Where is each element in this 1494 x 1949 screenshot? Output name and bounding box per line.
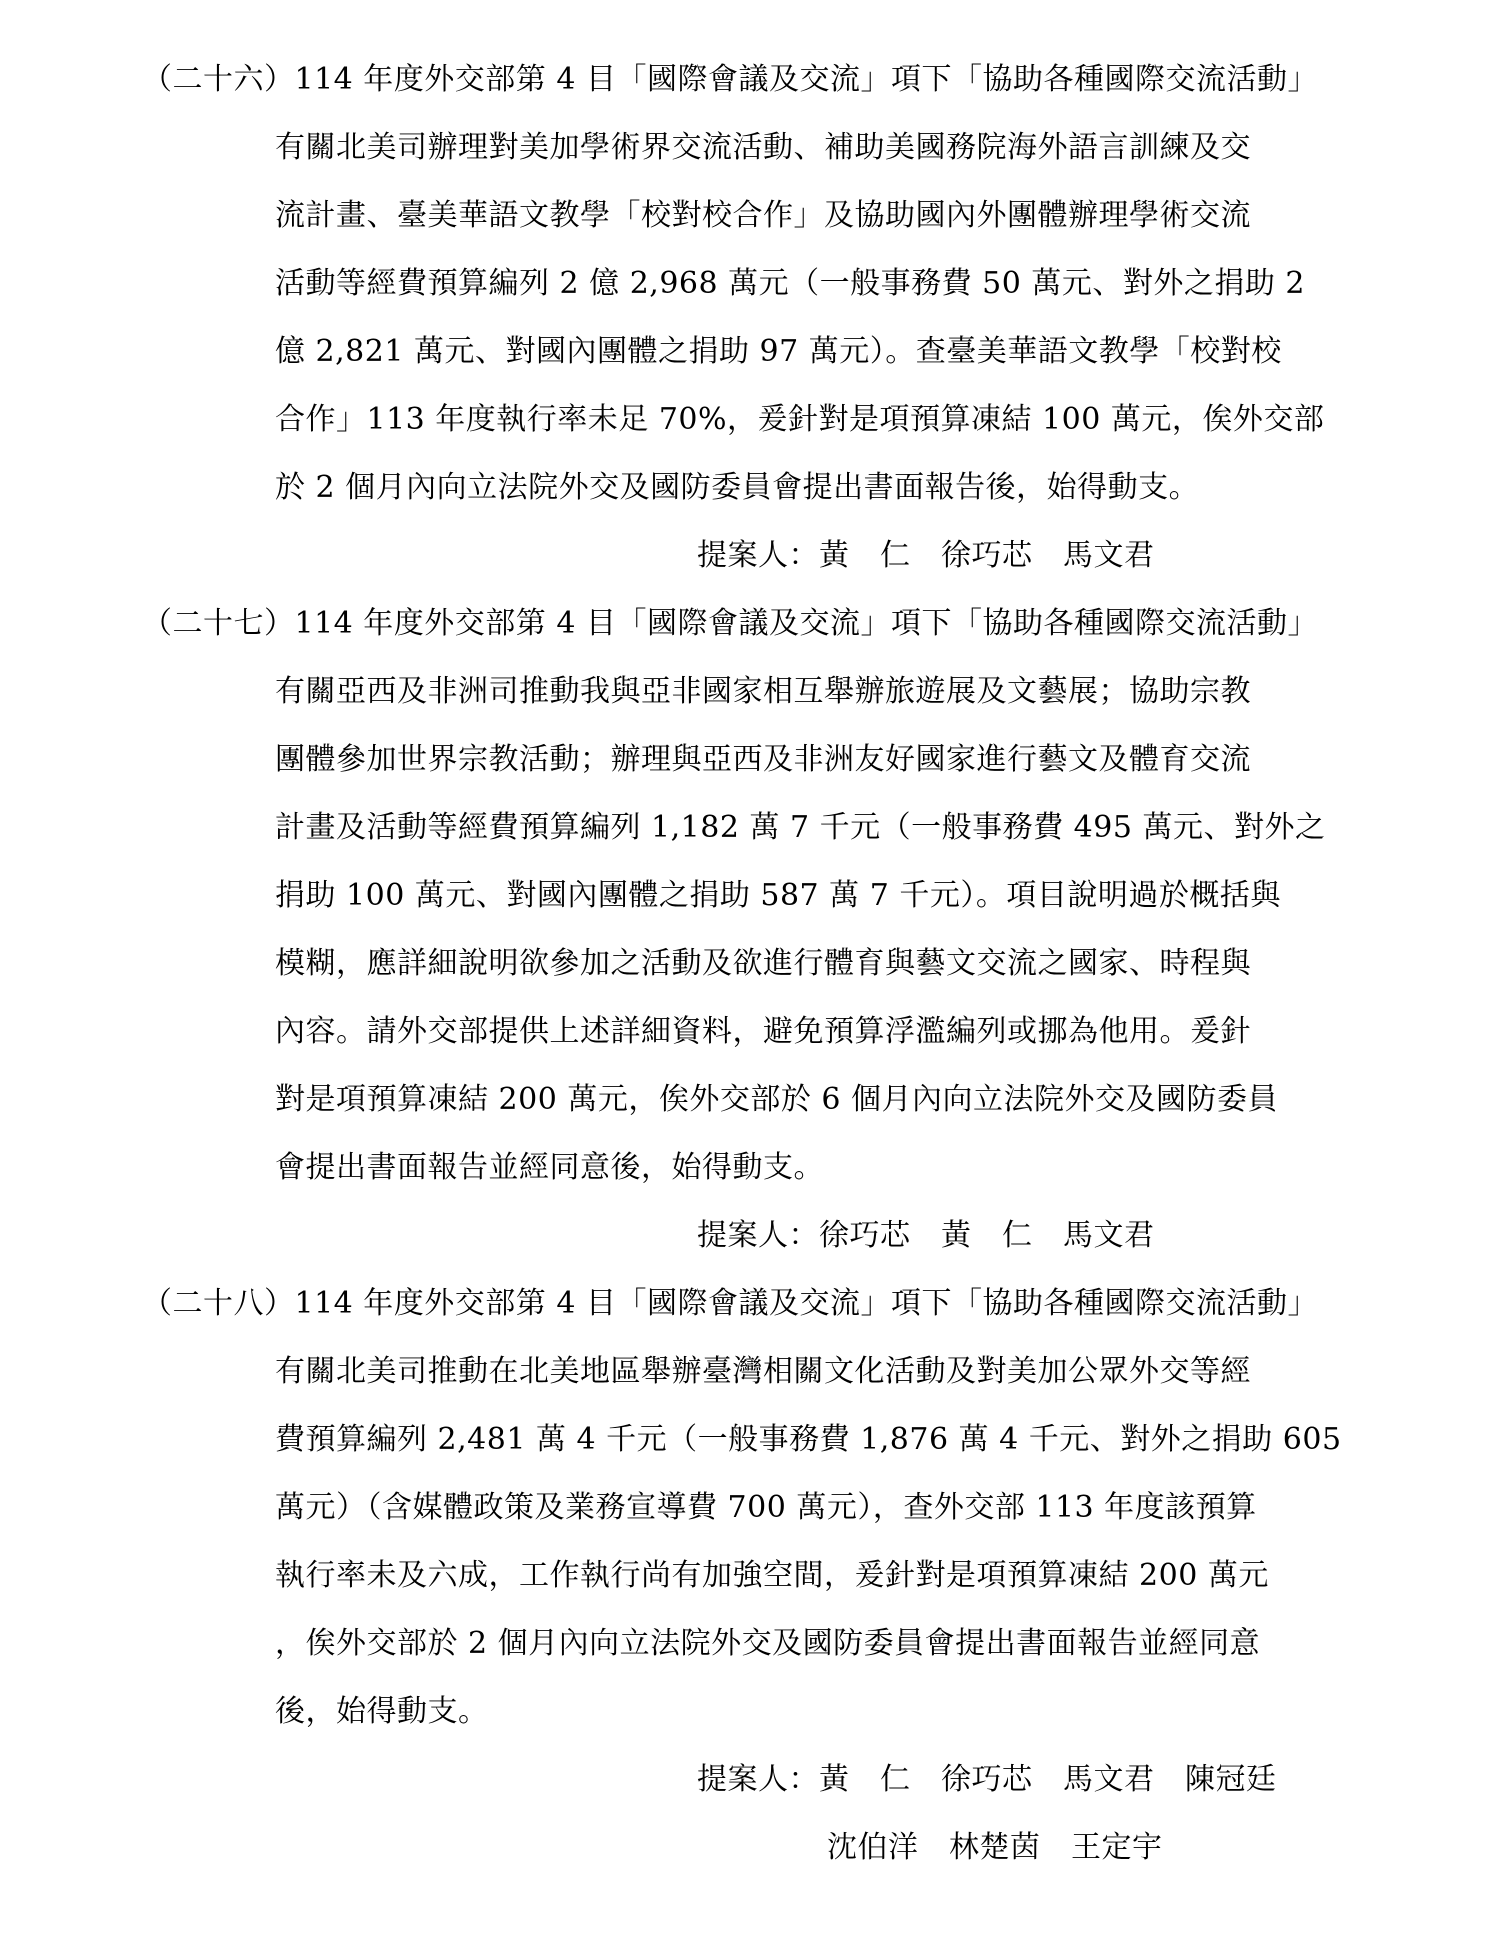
item-text-line: 於 2 個月內向立法院外交及國防委員會提出書面報告後，始得動支。 — [275, 470, 1200, 505]
item-text-line: ，俟外交部於 2 個月內向立法院外交及國防委員會提出書面報告並經同意 — [275, 1626, 1261, 1661]
item-text-line: 內容。請外交部提供上述詳細資料，避免預算浮濫編列或挪為他用。爰針 — [275, 1014, 1251, 1049]
item-text-line: 有關北美司推動在北美地區舉辦臺灣相關文化活動及對美加公眾外交等經 — [275, 1354, 1251, 1389]
item-text-line: 流計畫、臺美華語文教學「校對校合作」及協助國內外團體辦理學術交流 — [275, 198, 1251, 233]
item-text-line: 有關北美司辦理對美加學術界交流活動、補助美國務院海外語言訓練及交 — [275, 130, 1251, 165]
item-text-line: 計畫及活動等經費預算編列 1,182 萬 7 千元（一般事務費 495 萬元、對外之 — [275, 810, 1326, 845]
proposers-line: 提案人：黃 仁 徐巧芯 馬文君 陳冠廷 — [697, 1762, 1277, 1797]
item-text-line: 有關亞西及非洲司推動我與亞非國家相互舉辦旅遊展及文藝展；協助宗教 — [275, 674, 1251, 709]
item-text-line: 合作」113 年度執行率未足 70%，爰針對是項預算凍結 100 萬元，俟外交部 — [275, 402, 1325, 437]
item-text-line: 活動等經費預算編列 2 億 2,968 萬元（一般事務費 50 萬元、對外之捐助 2 — [275, 266, 1305, 301]
proposers-line: 提案人：黃 仁 徐巧芯 馬文君 — [697, 538, 1155, 573]
item-text-line: 模糊，應詳細說明欲參加之活動及欲進行體育與藝文交流之國家、時程與 — [275, 946, 1251, 981]
item-text-line: 團體參加世界宗教活動；辦理與亞西及非洲友好國家進行藝文及體育交流 — [275, 742, 1251, 777]
proposers-line: 提案人：徐巧芯 黃 仁 馬文君 — [697, 1218, 1155, 1253]
item-heading: （二十八）114 年度外交部第 4 目「國際會議及交流」項下「協助各種國際交流活動」 — [142, 1286, 1318, 1321]
item-heading: （二十七）114 年度外交部第 4 目「國際會議及交流」項下「協助各種國際交流活動」 — [142, 606, 1318, 641]
proposers-line: 沈伯洋 林楚茵 王定宇 — [827, 1830, 1163, 1865]
item-heading: （二十六）114 年度外交部第 4 目「國際會議及交流」項下「協助各種國際交流活動」 — [142, 62, 1318, 97]
item-text-line: 執行率未及六成，工作執行尚有加強空間，爰針對是項預算凍結 200 萬元 — [275, 1558, 1269, 1593]
item-text-line: 捐助 100 萬元、對國內團體之捐助 587 萬 7 千元）。項目說明過於概括與 — [275, 878, 1281, 913]
item-text-line: 億 2,821 萬元、對國內團體之捐助 97 萬元）。查臺美華語文教學「校對校 — [275, 334, 1282, 369]
item-text-line: 對是項預算凍結 200 萬元，俟外交部於 6 個月內向立法院外交及國防委員 — [275, 1082, 1278, 1117]
item-text-line: 會提出書面報告並經同意後，始得動支。 — [275, 1150, 824, 1185]
item-text-line: 後，始得動支。 — [275, 1694, 489, 1729]
item-text-line: 萬元）（含媒體政策及業務宣導費 700 萬元），查外交部 113 年度該預算 — [275, 1490, 1257, 1525]
item-text-line: 費預算編列 2,481 萬 4 千元（一般事務費 1,876 萬 4 千元、對外之捐助 605 — [275, 1422, 1342, 1457]
